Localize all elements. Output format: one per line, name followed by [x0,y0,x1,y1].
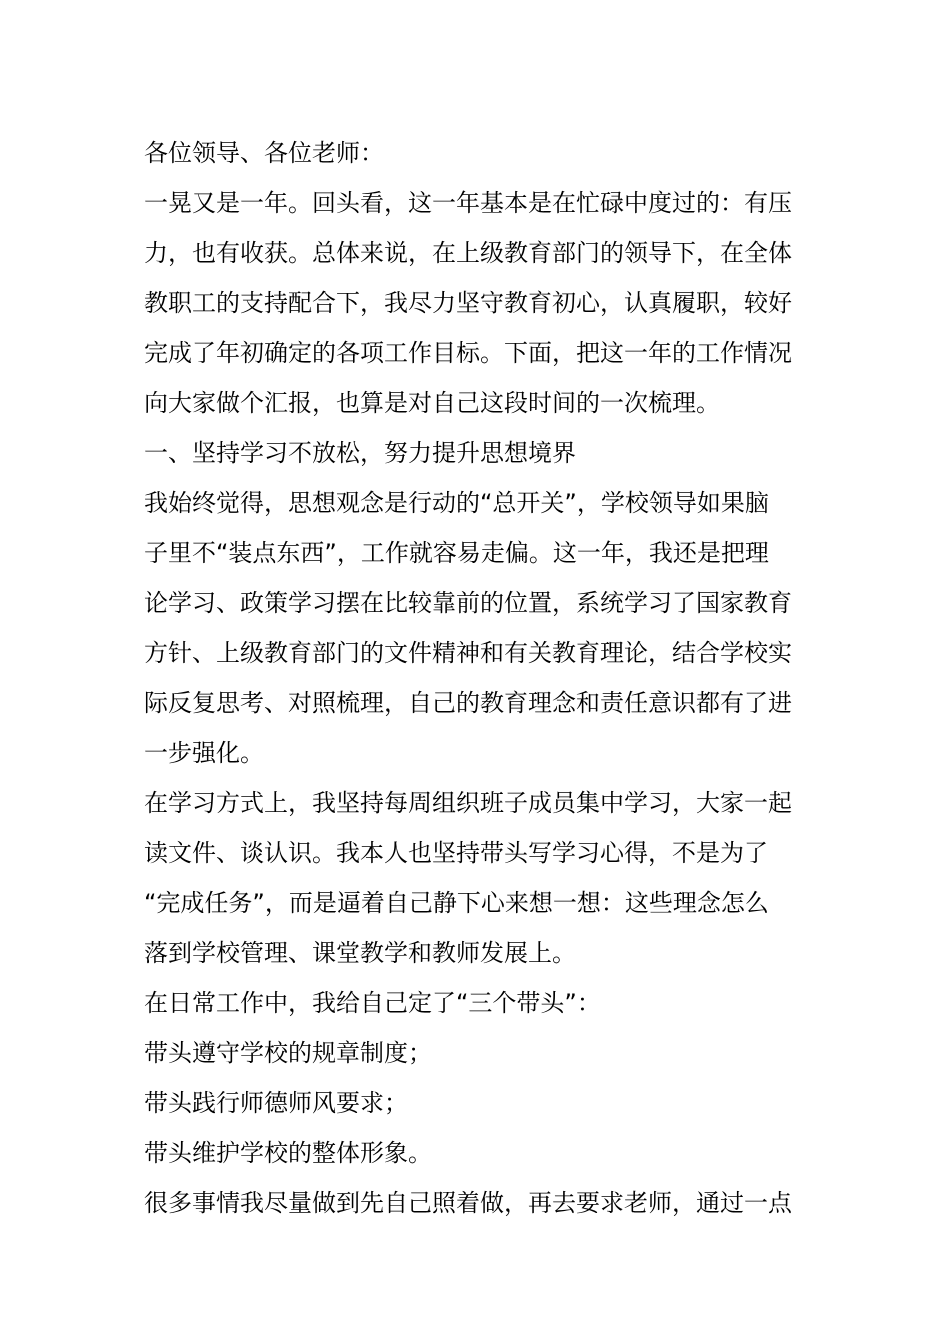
paragraph-line: 读文件、谈认识。我本人也坚持带头写学习心得，不是为了 [144,839,768,867]
paragraph-line: 向大家做个汇报，也算是对自己这段时间的一次梳理。 [144,389,720,417]
paragraph-line: 我始终觉得，思想观念是行动的“总开关”，学校领导如果脑 [144,489,769,517]
paragraph-line: 方针、上级教育部门的文件精神和有关教育理论，结合学校实 [144,639,792,667]
paragraph-line: 论学习、政策学习摆在比较靠前的位置，系统学习了国家教育 [144,589,792,617]
list-item: 带头维护学校的整体形象。 [144,1139,432,1167]
paragraph-line: 一晃又是一年。回头看，这一年基本是在忙碌中度过的：有压 [144,189,792,217]
paragraph-line: 力，也有收获。总体来说，在上级教育部门的领导下，在全体 [144,239,792,267]
paragraph-line: 一步强化。 [144,739,264,767]
paragraph-line: 在学习方式上，我坚持每周组织班子成员集中学习，大家一起 [144,789,792,817]
salutation: 各位领导、各位老师： [144,139,384,167]
paragraph-line: 很多事情我尽量做到先自己照着做，再去要求老师，通过一点 [144,1189,792,1217]
paragraph-line: 子里不“装点东西”，工作就容易走偏。这一年，我还是把理 [144,539,769,567]
paragraph-line: “完成任务”，而是逼着自己静下心来想一想：这些理念怎么 [144,889,769,917]
paragraph-line: 落到学校管理、课堂教学和教师发展上。 [144,939,576,967]
paragraph-line: 际反复思考、对照梳理，自己的教育理念和责任意识都有了进 [144,689,792,717]
list-item: 带头践行师德师风要求； [144,1089,408,1117]
list-item: 带头遵守学校的规章制度； [144,1039,432,1067]
paragraph-line: 教职工的支持配合下，我尽力坚守教育初心，认真履职，较好 [144,289,792,317]
document-body [144,128,806,1228]
paragraph-line: 在日常工作中，我给自己定了“三个带头”： [144,989,601,1017]
paragraph-line: 完成了年初确定的各项工作目标。下面，把这一年的工作情况 [144,339,792,367]
section-heading: 一、坚持学习不放松，努力提升思想境界 [144,439,576,467]
